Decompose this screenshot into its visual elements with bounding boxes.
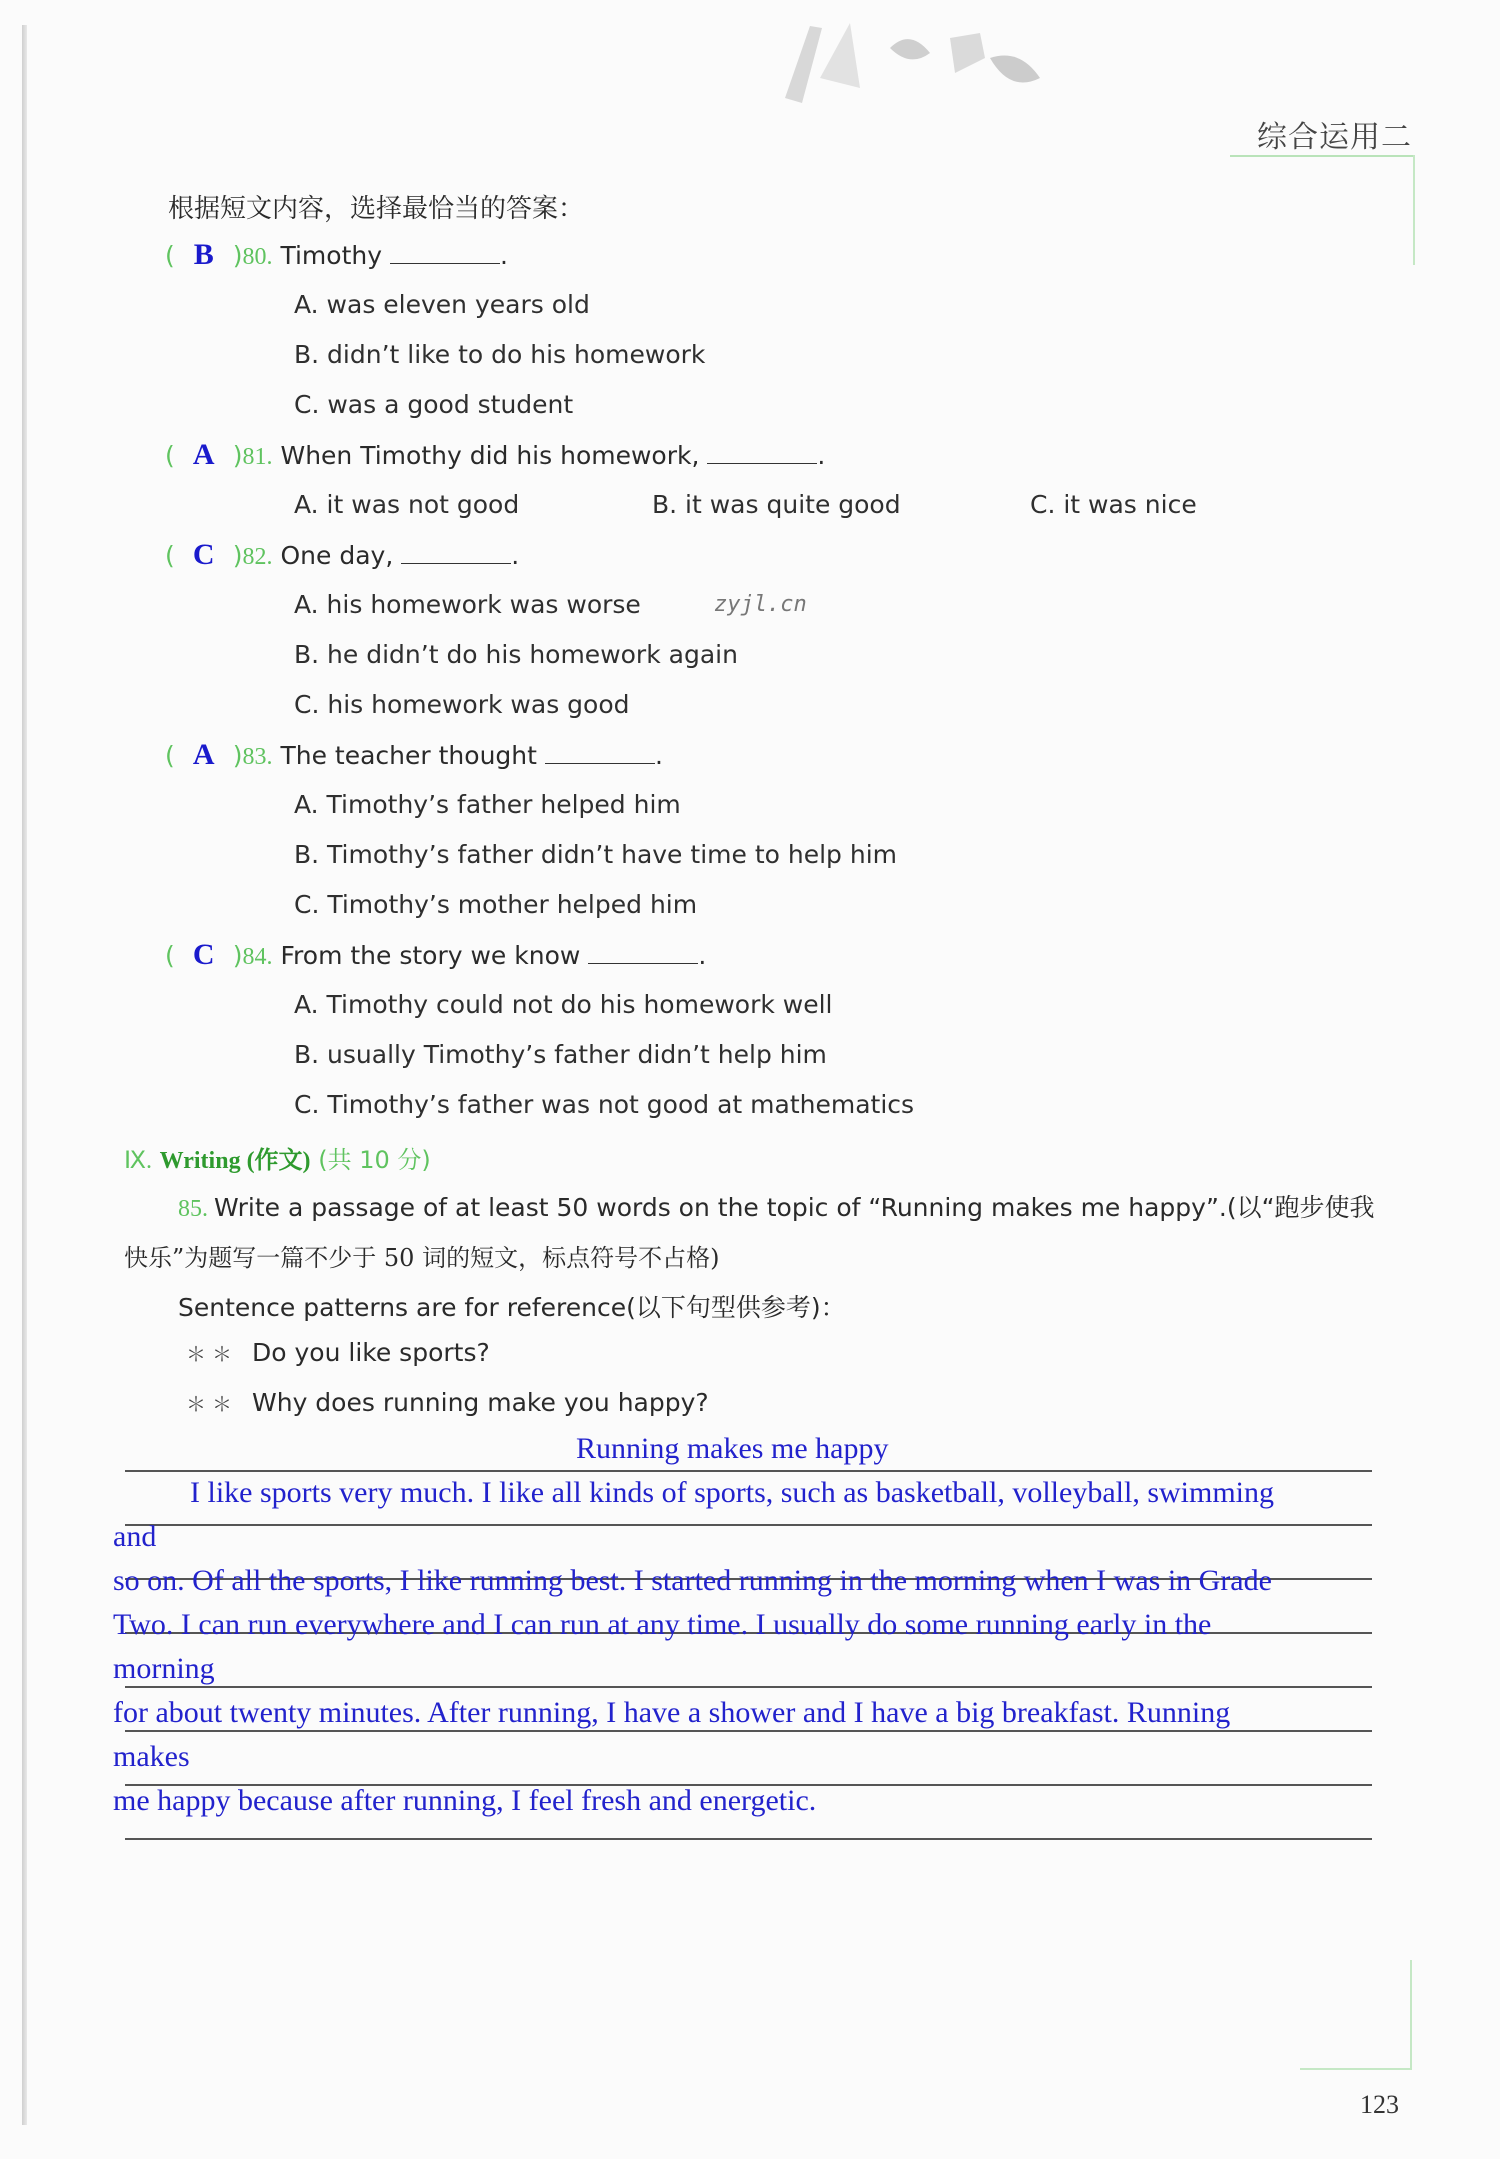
question-81: ( A )81. When Timothy did his homework, .	[165, 438, 826, 471]
option: B. it was quite good	[652, 490, 901, 519]
writing-line	[125, 1730, 1372, 1732]
answer-blank	[707, 443, 817, 464]
option: C. Timothy’s mother helped him	[294, 890, 698, 919]
writing-line	[125, 1838, 1372, 1840]
page-number: 123	[1360, 2090, 1399, 2119]
green-border-right	[1413, 155, 1415, 265]
answer-blank	[588, 943, 698, 964]
option: C. his homework was good	[294, 690, 630, 719]
essay-line: morning	[113, 1652, 215, 1685]
question-84: ( C )84. From the story we know .	[165, 938, 707, 971]
answer: A	[192, 738, 215, 771]
question-stem: From the story we know	[280, 941, 581, 970]
question-83: ( A )83. The teacher thought .	[165, 738, 663, 771]
answer-blank	[401, 543, 511, 564]
writing-line	[125, 1470, 1372, 1472]
option-row	[294, 490, 1294, 522]
patterns-intro: Sentence patterns are for reference(以下句型供参考)：	[178, 1293, 846, 1322]
question-82: ( C )82. One day, .	[165, 538, 520, 571]
green-border-bottom-right	[1410, 1960, 1412, 2070]
question-80: ( B )80. Timothy .	[165, 238, 508, 271]
option: C. was a good student	[294, 390, 574, 419]
question-stem: When Timothy did his homework,	[280, 441, 700, 470]
essay-line: and	[113, 1520, 157, 1553]
section-title: 综合运用二	[1257, 120, 1412, 155]
sentence-pattern: ＊＊ Do you like sports?	[186, 1338, 490, 1367]
answer: C	[192, 538, 215, 571]
answer: C	[192, 938, 215, 971]
essay-line: Two. I can run everywhere and I can run at any time. I usually do some running early in the	[113, 1608, 1212, 1641]
essay-line: so on. Of all the sports, I like running best. I started running in the morning when I was in Grade	[113, 1564, 1272, 1597]
option: A. his homework was worse	[294, 590, 641, 619]
essay-line: me happy because after running, I feel fresh and energetic.	[113, 1784, 817, 1817]
question-stem: The teacher thought	[280, 741, 537, 770]
option: C. Timothy’s father was not good at mathematics	[294, 1090, 915, 1119]
option: B. usually Timothy’s father didn’t help him	[294, 1040, 827, 1069]
answer: A	[192, 438, 215, 471]
essay-line: for about twenty minutes. After running, I have a shower and I have a big breakfast. Running	[113, 1696, 1231, 1729]
option: B. didn’t like to do his homework	[294, 340, 706, 369]
option: B. he didn’t do his homework again	[294, 640, 738, 669]
watermark: zyjl.cn	[714, 592, 807, 617]
answer-blank	[545, 743, 655, 764]
option: C. it was nice	[1030, 490, 1197, 519]
section-heading: Ⅸ. Writing (作文) (共 10 分)	[124, 1146, 431, 1174]
writing-line	[125, 1686, 1372, 1688]
question-stem: One day,	[280, 541, 394, 570]
writing-line	[125, 1524, 1372, 1526]
green-border-bottom	[1300, 2068, 1412, 2070]
writing-task-continued: 快乐”为题写一篇不少于 50 词的短文，标点符号不占格)	[124, 1244, 720, 1272]
instruction: 根据短文内容，选择最恰当的答案：	[168, 194, 585, 224]
option: A. it was not good	[294, 490, 520, 519]
sentence-pattern: ＊＊ Why does running make you happy?	[186, 1388, 709, 1417]
answer: B	[193, 238, 214, 271]
writing-task: 85. Write a passage of at least 50 words on the topic of “Running makes me happy”.(以“跑步使我	[178, 1193, 1375, 1222]
option: B. Timothy’s father didn’t have time to help him	[294, 840, 897, 869]
green-border-top	[1230, 155, 1415, 157]
answer-blank	[390, 243, 500, 264]
header-decoration	[780, 18, 1080, 108]
option: A. was eleven years old	[294, 290, 590, 319]
essay-title: Running makes me happy	[576, 1432, 889, 1465]
option: A. Timothy’s father helped him	[294, 790, 681, 819]
question-stem: Timothy	[280, 241, 383, 270]
essay-line: I like sports very much. I like all kinds of sports, such as basketball, volleyball, swimming	[190, 1476, 1274, 1509]
essay-line: makes	[113, 1740, 190, 1773]
page-edge-shadow	[22, 25, 27, 2125]
option: A. Timothy could not do his homework well	[294, 990, 833, 1019]
